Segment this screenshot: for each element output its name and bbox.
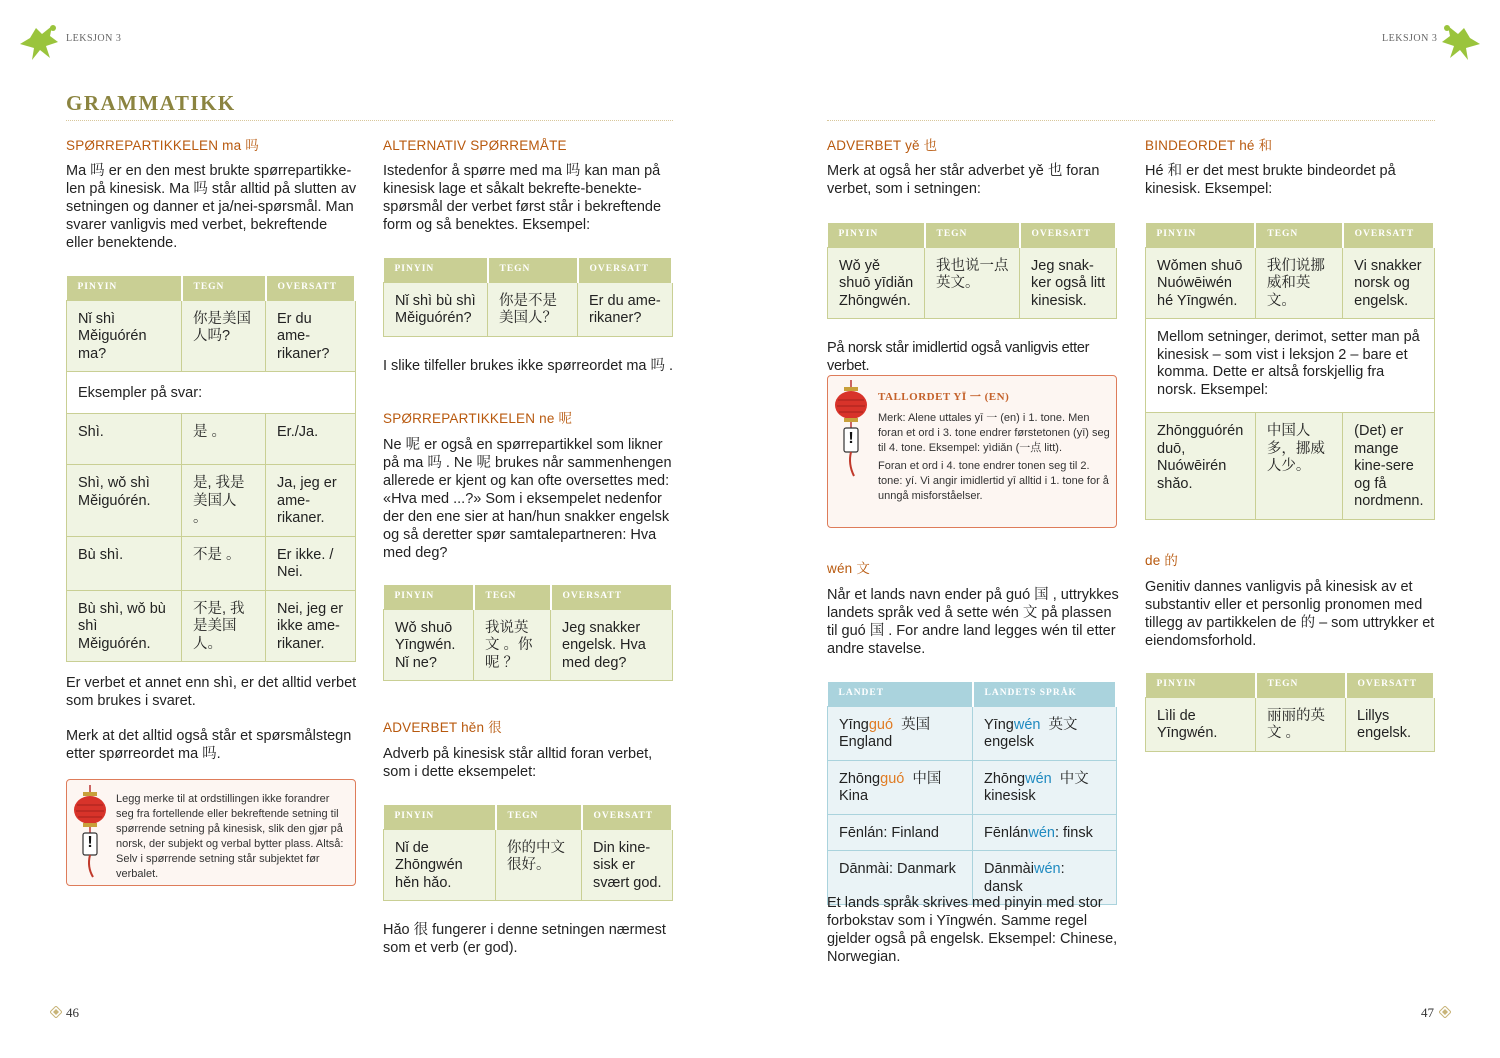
col-header: OVERSATT xyxy=(1020,223,1117,247)
note-text: Foran et ord i 4. tone endrer tonen seg til 2. tone: yí. Vi angir imidlertid yī alltid i 1. tone for å unngå misforståelser. xyxy=(878,460,1109,502)
grammar-table xyxy=(383,258,673,337)
paragraph: Hé 和 er det mest brukte bindeordet på kinesisk. Eksempel: xyxy=(1145,163,1396,197)
cell: Ja, jeg er ame-rikaner. xyxy=(266,465,356,537)
divider xyxy=(827,120,1435,121)
cell: Nǐ shì bù shì Měiguórén? xyxy=(384,282,488,336)
exclamation-icon: ! xyxy=(848,430,854,447)
paragraph: På norsk står imidlertid også vanligvis etter verbet. xyxy=(827,340,1090,374)
paragraph: Ma 吗 er en den mest brukte spørrepartikke-len på kinesisk. Ma 吗 står alltid på slutten av setningen og danner et ja/nei-spørsmål. Man svarer vanligvis med verbet, bekreftende eller benektende. xyxy=(66,163,357,251)
cell: Fēnlán: Finland xyxy=(828,814,973,851)
cell: 是, 我是美国人 。 xyxy=(182,465,266,537)
cell: (Det) er mange kine-sere og få nordmenn. xyxy=(1343,413,1434,520)
grammar-table xyxy=(66,276,356,662)
note-text: Legg merke til at ordstillingen ikke forandrer seg fra fortellende eller bekreftende setning til spørrende setning på kinesisk, slik den gjør på norsk, der subjekt og verbal bytter plass. Altså: Selv i spørrende setning står subjektet før verbalet. xyxy=(116,793,344,880)
paragraph: Et lands språk skrives med pinyin med stor forbokstav som i Yīngwén. Samme regel gjelder også på engelsk. Eksempel: Chinese, Norwegian. xyxy=(827,895,1118,965)
cell: Shì, wǒ shì Měiguórén. xyxy=(67,465,182,537)
col-header: TEGN xyxy=(1256,673,1346,697)
gecko-icon xyxy=(1438,20,1484,66)
page-number: 47 xyxy=(1421,1005,1434,1020)
section-heading: SPØRREPARTIKKELEN ne 呢 xyxy=(383,411,573,426)
col-header: PINYIN xyxy=(67,276,182,300)
cell: Zhōngguó 中国 Kina xyxy=(828,760,973,814)
paragraph: Ne 呢 er også en spørrepartikkel som likner på ma 吗 . Ne 呢 brukes når sammenhengen allerede er kjent og kan ofte oversettes med: «Hva med ...?» Som i eksempelet nedenfor der den ene sier at han/hun snakker engelsk og så deretter spør samtalepartneren: Hva med deg? xyxy=(383,437,672,561)
cell: Wǒ shuō Yīngwén. Nǐ ne? xyxy=(384,609,474,681)
section-heading: ADVERBET hěn 很 xyxy=(383,720,502,735)
page-title: GRAMMATIKK xyxy=(66,91,236,115)
cell: 是 。 xyxy=(182,414,266,465)
cell: Dānmài: Danmark xyxy=(828,851,973,905)
col-header: PINYIN xyxy=(1146,673,1256,697)
grammar-table xyxy=(827,223,1117,319)
cell: Er du ame-rikaner? xyxy=(266,300,356,372)
cell: Nei, jeg er ikke ame-rikaner. xyxy=(266,590,356,662)
cell: Bù shì. xyxy=(67,536,182,590)
section-heading: ALTERNATIV SPØRREMÅTE xyxy=(383,138,567,153)
cell: 中国人多，挪威人少。 xyxy=(1255,413,1342,520)
cell: Zhōngwén 中文 kinesisk xyxy=(973,760,1117,814)
diamond-ornament-icon xyxy=(50,1005,62,1017)
paragraph: Merk at det alltid også står et spørsmålstegn etter spørreordet ma 吗. xyxy=(66,728,352,762)
cell: Er ikke. / Nei. xyxy=(266,536,356,590)
cell: 你是不是美国人？ xyxy=(488,282,578,336)
grammar-table xyxy=(383,805,673,901)
cell: Jeg snak-ker også litt kinesisk. xyxy=(1020,247,1117,319)
paragraph: Hǎo 很 fungerer i denne setningen nærmest som et verb (er god). xyxy=(383,922,666,956)
note-title: TALLORDET YĪ 一 (EN) xyxy=(878,391,1010,403)
cell: Nǐ de Zhōngwén hěn hǎo. xyxy=(384,829,496,901)
cell: 你是美国人吗? xyxy=(182,300,266,372)
paragraph: Når et lands navn ender på guó 国 , uttrykkes landets språk ved å sette wén 文 på plassen til guó 国 . For andre land legges wén til etter andre stavelse. xyxy=(827,587,1119,657)
col-header: OVERSATT xyxy=(578,258,673,282)
paragraph: Er verbet et annet enn shì, er det alltid verbet som brukes i svaret. xyxy=(66,675,357,709)
paragraph: I slike tilfeller brukes ikke spørreordet ma 吗 . xyxy=(383,358,674,374)
cell: Yīngguó 英国 England xyxy=(828,706,973,760)
cell: Jeg snakker engelsk. Hva med deg? xyxy=(551,609,673,681)
col-header: PINYIN xyxy=(828,223,925,247)
col-header: TEGN xyxy=(1255,223,1342,247)
cell: Vi snakker norsk og engelsk. xyxy=(1343,247,1434,319)
section-heading: SPØRREPARTIKKELEN ma 吗 xyxy=(66,138,259,153)
col-header: TEGN xyxy=(925,223,1020,247)
cell: Mellom setninger, derimot, setter man på kinesisk – som vist i leksjon 2 – bare et komma. Dette er altså forskjellig fra norsk. Eksempel: xyxy=(1146,319,1435,413)
col-header: TEGN xyxy=(488,258,578,282)
cell: 我也说一点英文。 xyxy=(925,247,1020,319)
col-header: TEGN xyxy=(474,585,551,609)
cell: Eksempler på svar: xyxy=(67,372,356,414)
cell: Dānmàiwén: dansk xyxy=(973,851,1117,905)
section-heading: ADVERBET yě 也 xyxy=(827,138,938,153)
gecko-icon xyxy=(16,20,62,66)
cell: 我们说挪威和英文。 xyxy=(1255,247,1342,319)
cell: Lillys engelsk. xyxy=(1346,697,1435,751)
col-header: PINYIN xyxy=(384,585,474,609)
cell: Yīngwén 英文 engelsk xyxy=(973,706,1117,760)
cell: Er du ame-rikaner? xyxy=(578,282,673,336)
cell: Shì. xyxy=(67,414,182,465)
cell: 不是, 我是美国人。 xyxy=(182,590,266,662)
divider xyxy=(66,120,673,121)
col-header: LANDET xyxy=(828,682,973,706)
paragraph: Istedenfor å spørre med ma 吗 kan man på kinesisk lage et såkalt bekrefte-benekte-spørsmål der verbet først står i bekreftende form og så benektes. Eksempel: xyxy=(383,163,662,233)
cell: Fēnlánwén: finsk xyxy=(973,814,1117,851)
diamond-ornament-icon xyxy=(1439,1005,1451,1017)
col-header: OVERSATT xyxy=(551,585,673,609)
cell: 你的中文很好。 xyxy=(496,829,582,901)
col-header: OVERSATT xyxy=(582,805,673,829)
col-header: OVERSATT xyxy=(1346,673,1435,697)
cell: Nǐ shì Měiguórén ma? xyxy=(67,300,182,372)
country-table xyxy=(827,682,1117,905)
cell: 丽丽的英文 。 xyxy=(1256,697,1346,751)
col-header: PINYIN xyxy=(384,258,488,282)
cell: Lìli de Yīngwén. xyxy=(1146,697,1256,751)
col-header: PINYIN xyxy=(1146,223,1256,247)
note-text: Merk: Alene uttales yī 一 (en) i 1. tone. Men foran et ord i 3. tone endrer førstetonen (yī) seg til 4. tone. Eksempel: yìdiǎn (一点 litt). xyxy=(878,412,1110,454)
header-right: LEKSJON 3 xyxy=(1382,33,1438,44)
note-box xyxy=(66,779,356,886)
col-header: OVERSATT xyxy=(1343,223,1434,247)
header-left: LEKSJON 3 xyxy=(66,33,122,44)
section-heading: wén 文 xyxy=(827,561,871,576)
cell: 我说英文 。你 呢 ？ xyxy=(474,609,551,681)
cell: Er./Ja. xyxy=(266,414,356,465)
grammar-table xyxy=(1145,223,1435,520)
section-heading: BINDEORDET hé 和 xyxy=(1145,138,1273,153)
cell: Wǒmen shuō Nuówēiwén hé Yīngwén. xyxy=(1146,247,1256,319)
col-header: OVERSATT xyxy=(266,276,356,300)
cell: Bù shì, wǒ bù shì Měiguórén. xyxy=(67,590,182,662)
col-header: LANDETS SPRÅK xyxy=(973,682,1117,706)
paragraph: Genitiv dannes vanligvis på kinesisk av et substantiv eller et personlig pronomen med tillegg av partikkelen de 的 – som uttrykker et eiendomsforhold. xyxy=(1145,579,1435,649)
cell: Din kine-sisk er svært god. xyxy=(582,829,673,901)
col-header: TEGN xyxy=(182,276,266,300)
cell: 不是 。 xyxy=(182,536,266,590)
cell: Zhōngguórén duō, Nuówēirén shǎo. xyxy=(1146,413,1256,520)
cell: Wǒ yě shuō yīdiǎn Zhōngwén. xyxy=(828,247,925,319)
paragraph: Merk at også her står adverbet yě 也 foran verbet, som i setningen: xyxy=(827,163,1100,197)
page-number: 46 xyxy=(66,1005,79,1020)
lantern-icon xyxy=(832,380,870,480)
lantern-icon xyxy=(71,785,109,881)
paragraph: Adverb på kinesisk står alltid foran verbet, som i dette eksempelet: xyxy=(383,746,653,780)
col-header: TEGN xyxy=(496,805,582,829)
grammar-table xyxy=(383,585,673,681)
note-box xyxy=(827,375,1117,528)
section-heading: de 的 xyxy=(1145,553,1179,568)
exclamation-icon: ! xyxy=(87,834,93,851)
col-header: PINYIN xyxy=(384,805,496,829)
grammar-table xyxy=(1145,673,1435,752)
